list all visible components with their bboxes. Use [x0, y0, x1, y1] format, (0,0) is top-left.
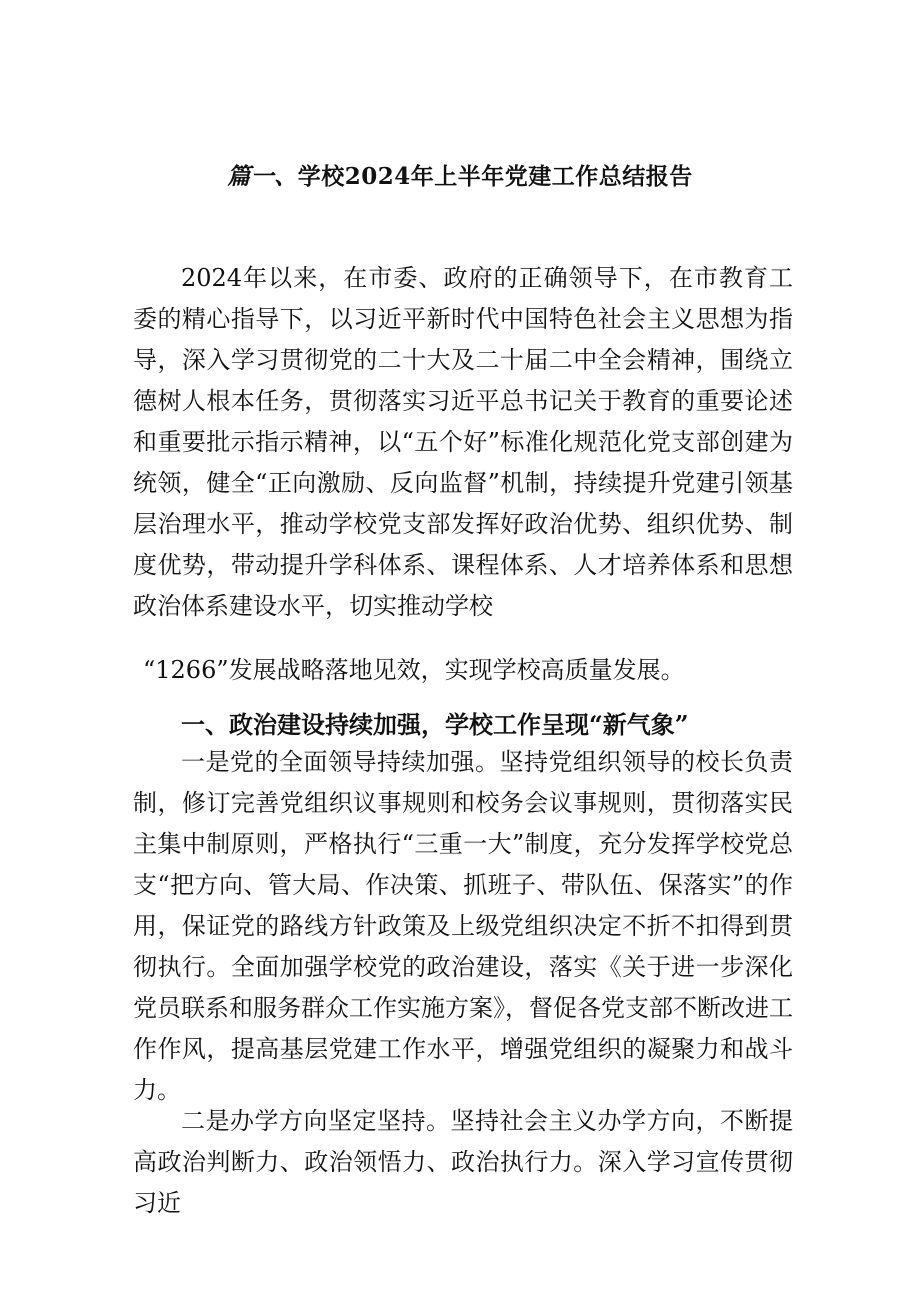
document-title — [0, 158, 920, 191]
section-1-paragraph-1: 一是党的全面领导持续加强。坚持党组织领导的校长负责制，修订完善党组织议事规则和校务会议事规则，贯彻落实民主集中制原则，严格执行“三重一大”制度，充分发挥学校党总支“把方向、管大局、作决策、抓班子、带队伍、保落实”的作用，保证党的路线方针政策及上级党组织决定不折不扣得到贯彻执行。全面加强学校党的政治建设，落实《关于进一步深化党员联系和服务群众工作实施方案》，督促各党支部不断改进工作作风，提高基层党建工作水平，增强党组织的凝聚力和战斗力。 — [133, 748, 793, 1104]
intro-continuation: “1266”发展战略落地见效，实现学校高质量发展。 — [143, 656, 685, 684]
section-1-heading: 一、政治建设持续加强，学校工作呈现“新气象” — [181, 710, 689, 739]
intro-paragraph: 2024年以来，在市委、政府的正确领导下，在市教育工委的精心指导下，以习近平新时代中国特色社会主义思想为指导，深入学习贯彻党的二十大及二十届二中全会精神，围绕立德树人根本任务，贯彻落实习近平总书记关于教育的重要论述和重要批示指示精神，以“五个好”标准化规范化党支部创建为统领，健全“正向激励、反向监督”机制，持续提升党建引领基层治理水平，推动学校党支部发挥好政治优势、组织优势、制度优势，带动提升学科体系、课程体系、人才培养体系和思想政治体系建设水平，切实推动学校 — [133, 264, 793, 620]
title-prefix: 篇一、 — [227, 163, 298, 190]
section-1-paragraph-2: 二是办学方向坚定坚持。坚持社会主义办学方向，不断提高政治判断力、政治领悟力、政治执行力。深入学习宣传贯彻习近 — [133, 1107, 793, 1217]
title-text: 学校2024年上半年党建工作总结报告 — [297, 163, 693, 190]
